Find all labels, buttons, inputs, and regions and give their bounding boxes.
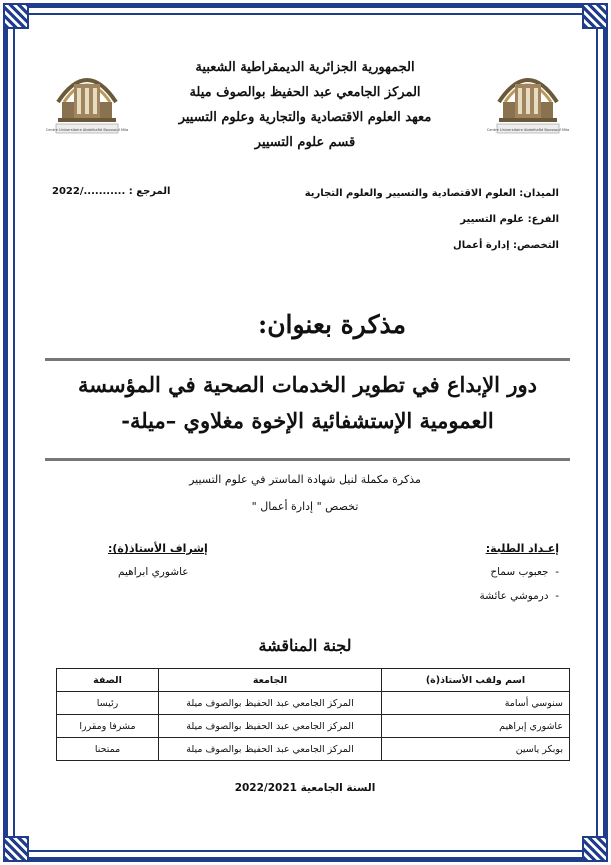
row-2-name: عاشوري إبراهيم: [382, 715, 570, 738]
specialty-label: التخصص: إدارة أعمال: [453, 240, 559, 251]
header-republic: الجمهورية الجزائرية الديمقراطية الشعبية: [195, 60, 415, 75]
field-label: الميدان: العلوم الاقتصادية والتسيير والعلوم التجارية: [304, 188, 559, 199]
branch-label: الفرع: علوم التسيير: [460, 214, 559, 225]
corner-ornament-bottom-left: [3, 836, 29, 862]
header-department: قسم علوم التسيير: [254, 135, 356, 150]
supervisor-label: إشراف الأستاذ(ة):: [108, 542, 208, 555]
thesis-title-line1: دور الإبداع في تطوير الخدمات الصحية في المؤسسة: [78, 372, 537, 397]
row-1-name: سنوسي أسامة: [382, 692, 570, 715]
header-name: اسم ولقب الأستاذ(ة): [382, 669, 570, 692]
row-3-university: المركز الجامعي عبد الحفيظ بوالصوف ميلة: [159, 738, 382, 761]
logo-caption: Centre Universitaire Abdelhafid Boussouf Mila: [486, 128, 570, 132]
university-logo-right: [486, 62, 570, 134]
committee-title: لجنة المناقشة: [258, 636, 352, 655]
table-row: [57, 738, 570, 761]
table-row: [57, 715, 570, 738]
university-logo-left: [45, 62, 129, 134]
reference-label: المرجع : .........../2022: [52, 186, 171, 197]
list-dash-1: -: [548, 566, 559, 578]
degree-specialty: تخصص " إدارة أعمال ": [251, 500, 359, 513]
row-3-name: بوبكر ياسين: [382, 738, 570, 761]
title-rule-top: [45, 358, 570, 361]
student-1: [490, 566, 559, 578]
row-2-role: مشرفا ومقررا: [57, 715, 159, 738]
corner-ornament-top-left: [3, 3, 29, 29]
corner-ornament-top-right: [582, 3, 608, 29]
academic-year: السنة الجامعية 2022/2021: [234, 782, 376, 794]
row-1-university: المركز الجامعي عبد الحفيظ بوالصوف ميلة: [159, 692, 382, 715]
corner-ornament-bottom-right: [582, 836, 608, 862]
header-university: المركز الجامعي عبد الحفيظ بوالصوف ميلة: [189, 85, 421, 100]
logo-caption: Centre Universitaire Abdelhafid Boussouf Mila: [45, 128, 129, 132]
table-header-row: [57, 669, 570, 692]
students-label: إعـداد الطلبة:: [485, 542, 559, 555]
header-university: الجامعة: [159, 669, 382, 692]
student-1-name: جعبوب سماح: [490, 566, 549, 578]
student-2: [479, 590, 559, 602]
header-role: الصفة: [57, 669, 159, 692]
title-rule-bottom: [45, 458, 570, 461]
memo-title-label: مذكرة بعنوان:: [257, 310, 406, 339]
degree-description: مذكرة مكملة لنيل شهادة الماستر في علوم التسيير: [189, 473, 421, 486]
thesis-title-line2: العمومية الإستشفائية الإخوة مغلاوي –ميلة-: [121, 408, 494, 433]
student-2-name: درموشي عائشة: [479, 590, 549, 602]
row-2-university: المركز الجامعي عبد الحفيظ بوالصوف ميلة: [159, 715, 382, 738]
row-1-role: رئيسا: [57, 692, 159, 715]
row-3-role: ممتحنا: [57, 738, 159, 761]
committee-table: [56, 668, 570, 761]
header-institute: معهد العلوم الاقتصادية والتجارية وعلوم التسيير: [178, 110, 432, 125]
list-dash-2: -: [548, 590, 559, 602]
supervisor-name: عاشوري ابراهيم: [118, 566, 189, 578]
table-row: [57, 692, 570, 715]
